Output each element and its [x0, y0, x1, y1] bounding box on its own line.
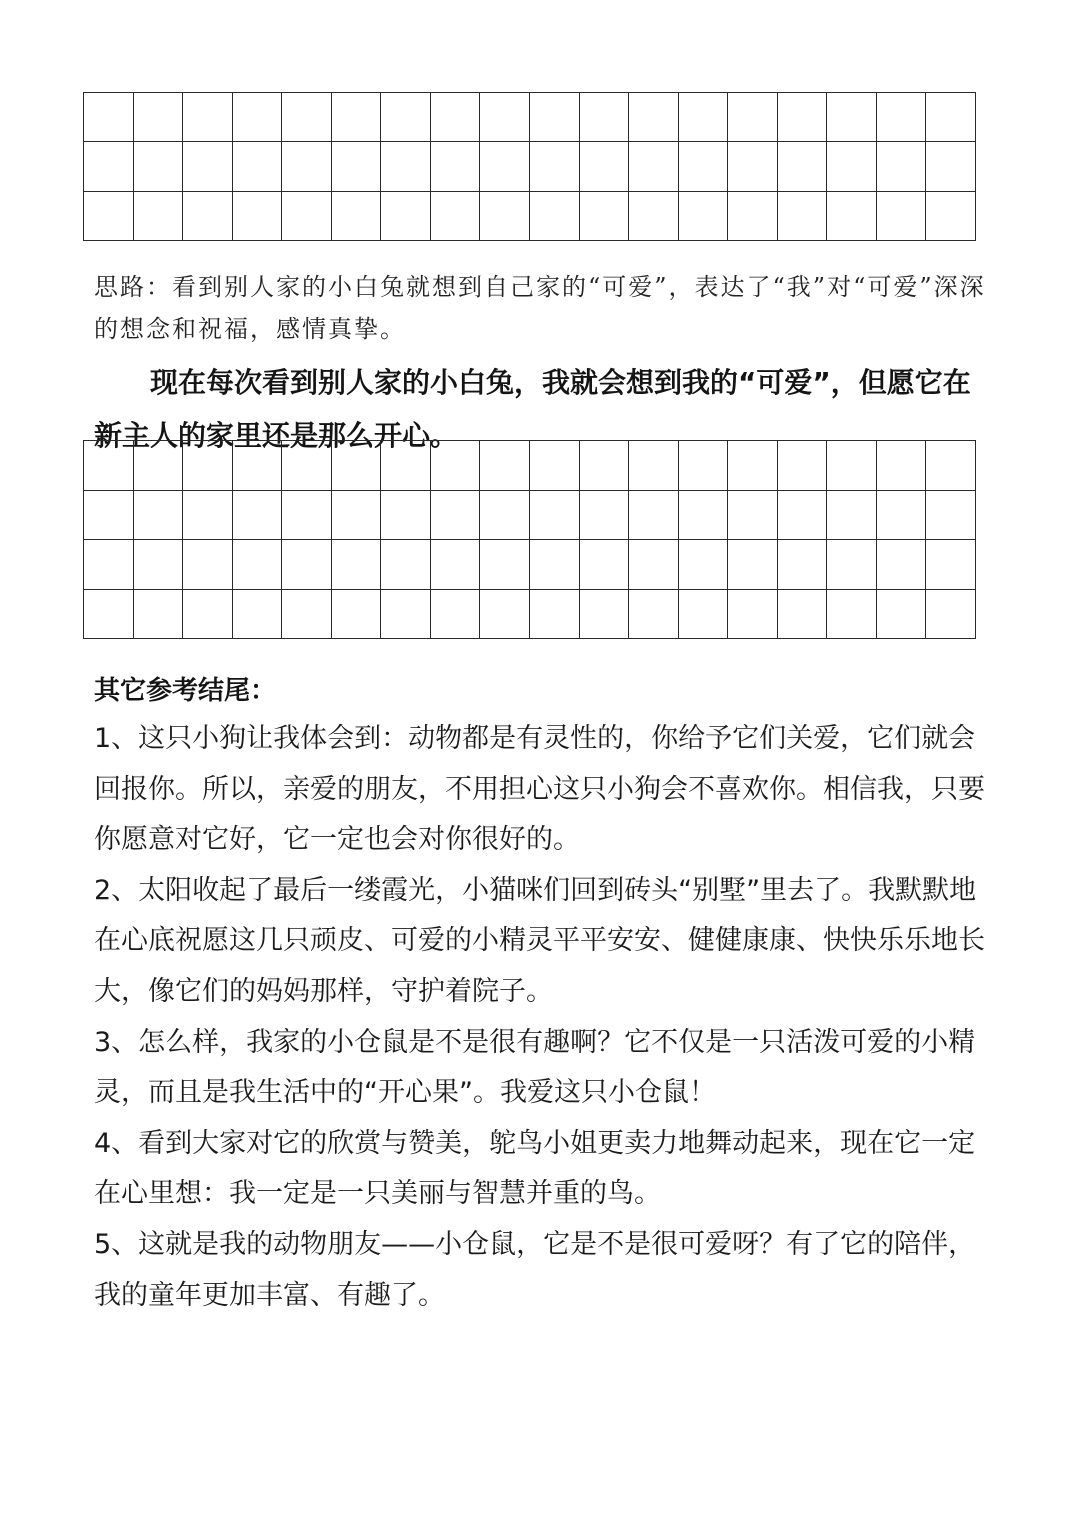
grid-cell — [233, 93, 283, 142]
grid-cell — [480, 540, 530, 590]
grid-cell — [530, 491, 580, 541]
grid-cell — [926, 142, 976, 191]
grid-cell — [431, 441, 481, 491]
reference-title: 其它参考结尾： — [94, 676, 277, 706]
grid-cell — [332, 590, 382, 640]
grid-cell — [84, 491, 134, 541]
grid-cell — [381, 142, 431, 191]
grid-cell — [827, 540, 877, 590]
grid-cell — [134, 491, 184, 541]
grid-cell — [877, 590, 927, 640]
grid-cell — [728, 491, 778, 541]
grid-cell — [728, 93, 778, 142]
grid-cell — [183, 93, 233, 142]
grid-cell — [332, 192, 382, 241]
grid-cell — [480, 441, 530, 491]
grid-cell — [778, 142, 828, 191]
grid-cell — [480, 142, 530, 191]
grid-cell — [84, 93, 134, 142]
ending-item-2: 2、太阳收起了最后一缕霞光，小猫咪们回到砖头“别墅”里去了。我默默地在心底祝愿这几只顽皮、可爱的小精灵平平安安、健健康康、快快乐乐地长大，像它们的妈妈那样，守护着院子。 — [94, 874, 985, 1007]
grid-cell — [530, 192, 580, 241]
grid-cell — [84, 590, 134, 640]
grid-cell — [778, 93, 828, 142]
grid-cell — [480, 590, 530, 640]
grid-cell — [827, 93, 877, 142]
grid-cell — [679, 142, 729, 191]
grid-cell — [480, 192, 530, 241]
grid-cell — [629, 540, 679, 590]
grid-cell — [431, 491, 481, 541]
grid-cell — [827, 142, 877, 191]
grid-cell — [629, 93, 679, 142]
grid-cell — [629, 441, 679, 491]
grid-cell — [84, 540, 134, 590]
grid-cell — [778, 540, 828, 590]
grid-cell — [580, 441, 630, 491]
grid-cell — [877, 491, 927, 541]
grid-cell — [134, 93, 184, 142]
grid-cell — [778, 491, 828, 541]
grid-cell — [84, 441, 134, 491]
grid-cell — [233, 441, 283, 491]
grid-cell — [233, 491, 283, 541]
grid-cell — [877, 93, 927, 142]
grid-cell — [679, 590, 729, 640]
grid-cell — [233, 142, 283, 191]
grid-cell — [926, 491, 976, 541]
grid-cell — [233, 540, 283, 590]
grid-cell — [580, 590, 630, 640]
grid-cell — [827, 491, 877, 541]
grid-cell — [332, 540, 382, 590]
grid-cell — [629, 142, 679, 191]
grid-cell — [134, 590, 184, 640]
grid-cell — [134, 192, 184, 241]
grid-cell — [431, 590, 481, 640]
grid-cell — [877, 540, 927, 590]
grid-cell — [84, 192, 134, 241]
grid-cell — [778, 590, 828, 640]
grid-cell — [778, 441, 828, 491]
grid-cell — [282, 441, 332, 491]
grid-cell — [778, 192, 828, 241]
grid-cell — [580, 142, 630, 191]
grid-cell — [183, 491, 233, 541]
grid-cell — [183, 192, 233, 241]
ending-item-4: 4、看到大家对它的欣赏与赞美，鸵鸟小姐更卖力地舞动起来，现在它一定在心里想：我一定是一只美丽与智慧并重的鸟。 — [94, 1127, 976, 1210]
grid-cell — [580, 540, 630, 590]
grid-cell — [431, 540, 481, 590]
grid-cell — [431, 142, 481, 191]
grid-cell — [282, 192, 332, 241]
grid-cell — [629, 192, 679, 241]
grid-cell — [679, 540, 729, 590]
grid-cell — [679, 491, 729, 541]
grid-cell — [134, 441, 184, 491]
grid-cell — [84, 142, 134, 191]
grid-cell — [381, 93, 431, 142]
grid-cell — [926, 192, 976, 241]
grid-cell — [679, 441, 729, 491]
grid-cell — [530, 142, 580, 191]
grid-cell — [480, 93, 530, 142]
grid-cell — [728, 142, 778, 191]
writing-grid-bottom — [83, 440, 976, 639]
grid-cell — [926, 441, 976, 491]
grid-cell — [877, 192, 927, 241]
ending-item-1: 1、这只小狗让我体会到：动物都是有灵性的，你给予它们关爱，它们就会回报你。所以，亲爱的朋友，不用担心这只小狗会不喜欢你。相信我，只要你愿意对它好，它一定也会对你很好的。 — [94, 723, 985, 856]
grid-cell — [233, 192, 283, 241]
grid-cell — [728, 192, 778, 241]
grid-cell — [926, 93, 976, 142]
writing-grid-top — [83, 92, 976, 241]
grid-cell — [580, 192, 630, 241]
grid-cell — [580, 491, 630, 541]
grid-cell — [183, 590, 233, 640]
grid-cell — [233, 590, 283, 640]
grid-cell — [877, 441, 927, 491]
grid-cell — [530, 441, 580, 491]
grid-cell — [480, 491, 530, 541]
grid-cell — [282, 93, 332, 142]
grid-cell — [530, 540, 580, 590]
grid-cell — [282, 491, 332, 541]
grid-cell — [381, 192, 431, 241]
grid-cell — [679, 93, 729, 142]
grid-cell — [728, 590, 778, 640]
grid-cell — [431, 192, 481, 241]
ending-item-5: 5、这就是我的动物朋友——小仓鼠，它是不是很可爱呀？有了它的陪伴，我的童年更加丰富、有趣了。 — [94, 1228, 976, 1311]
grid-cell — [530, 590, 580, 640]
grid-cell — [282, 590, 332, 640]
grid-cell — [134, 142, 184, 191]
grid-cell — [728, 540, 778, 590]
grid-cell — [827, 192, 877, 241]
grid-cell — [877, 142, 927, 191]
reference-endings — [94, 714, 994, 1321]
grid-cell — [926, 590, 976, 640]
grid-cell — [827, 441, 877, 491]
grid-cell — [530, 93, 580, 142]
grid-cell — [183, 441, 233, 491]
grid-cell — [926, 540, 976, 590]
grid-cell — [679, 192, 729, 241]
grid-cell — [381, 590, 431, 640]
grid-cell — [332, 93, 382, 142]
grid-cell — [629, 590, 679, 640]
grid-cell — [282, 142, 332, 191]
grid-cell — [332, 441, 382, 491]
grid-cell — [629, 491, 679, 541]
model-sentence: 现在每次看到别人家的小白兔，我就会想到我的“可爱”，但愿它在新主人的家里还是那么开心。 — [94, 366, 971, 452]
grid-cell — [381, 540, 431, 590]
ending-item-3: 3、怎么样，我家的小仓鼠是不是很有趣啊？它不仅是一只活泼可爱的小精灵，而且是我生活中的“开心果”。我爱这只小仓鼠！ — [94, 1026, 976, 1109]
grid-cell — [183, 540, 233, 590]
grid-cell — [183, 142, 233, 191]
grid-cell — [431, 93, 481, 142]
grid-cell — [332, 491, 382, 541]
grid-cell — [282, 540, 332, 590]
grid-cell — [381, 441, 431, 491]
grid-cell — [728, 441, 778, 491]
hint-paragraph: 思路：看到别人家的小白兔就想到自己家的“可爱”，表达了“我”对“可爱”深深的想念和祝福，感情真挚。 — [94, 273, 986, 343]
grid-cell — [381, 491, 431, 541]
grid-cell — [134, 540, 184, 590]
grid-cell — [332, 142, 382, 191]
grid-cell — [827, 590, 877, 640]
grid-cell — [580, 93, 630, 142]
